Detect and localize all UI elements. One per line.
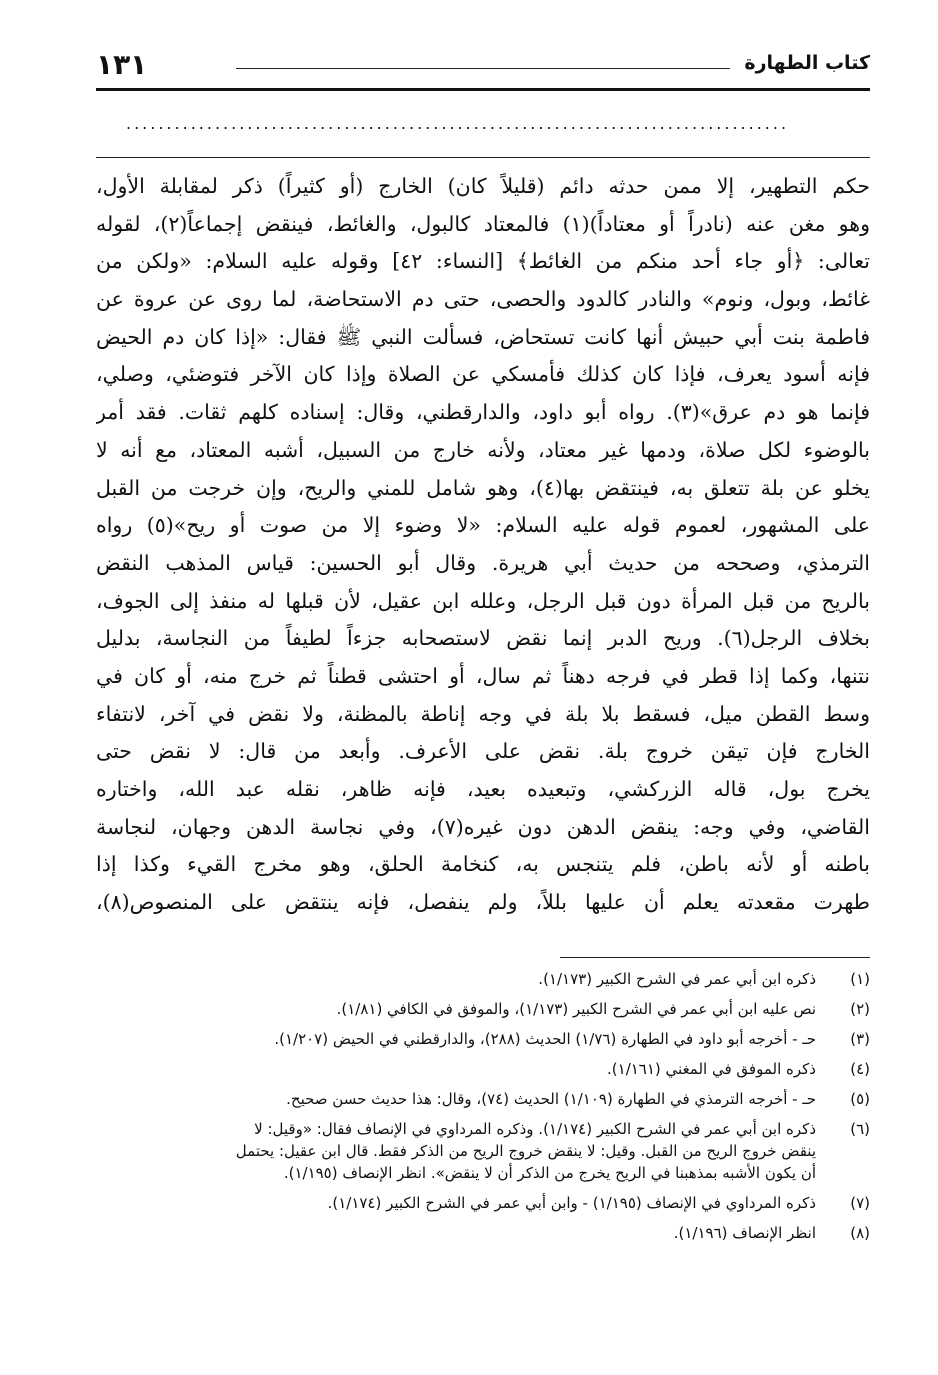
body-line: يخرج بول، قاله الزركشي، وتبعيده بعيد، فإنه ظاهر، نقله عبد الله، واختاره (96, 777, 870, 801)
footnote-text (96, 1222, 816, 1244)
footnote-line: نص عليه ابن أبي عمر في الشرح الكبير (١/١٧٣)، والموفق في الكافي (١/٨١). (336, 1000, 816, 1018)
body-line: حكم التطهير، إلا ممن حدثه دائم (قليلاً كان) الخارج (أو كثيراً) ذكر لمقابلة الأول، (96, 174, 870, 198)
body-line: باطنه أو لأنه باطن، فلم يتنجس به، كنخامة الحلق، وهو مخرج القيء وكذا إذا (96, 852, 870, 877)
footnote-item (96, 968, 870, 990)
footnote-item (96, 1028, 870, 1050)
dotted-line: .................................................................................. (126, 114, 790, 133)
footnote-number: (٦) (850, 1120, 870, 1138)
footnote-item (96, 1192, 870, 1214)
footnote-item (96, 1088, 870, 1110)
page-header (96, 48, 870, 88)
footnote-line: حـ - أخرجه أبو داود في الطهارة (١/٧٦) الحديث (٢٨٨)، والدارقطني في الحيض (١/٢٠٧). (274, 1030, 816, 1048)
footnote-text (96, 968, 816, 990)
footnote-number: (٥) (850, 1090, 870, 1108)
footnote-text (96, 1088, 816, 1110)
body-line: طهرت مقعدته يعلم أن عليها بللاً، ولم ينفصل، فإنه ينتقض على المنصوص(٨)، (96, 890, 870, 915)
footnote-number: (١) (850, 970, 870, 988)
body-line: بخلاف الرجل(٦). وريح الدبر إنما نقض لاستصحابه جزءاً لطيفاً من النجاسة، بدليل (96, 626, 870, 651)
header-rule-thick (96, 88, 870, 91)
body-line: وسط القطن ميل، فسقط بلا بلة في وجه إناطة بالمظنة، ولا نقض في آخر، لانتفاء (96, 701, 870, 726)
footnote-item (96, 1222, 870, 1244)
footnote-line: انظر الإنصاف (١/١٩٦). (673, 1224, 816, 1242)
body-line: نتنها، وكما إذا قطر في فرجه دهناً ثم سال، أو احتشى قطناً ثم خرج منه، أو كان في (96, 663, 870, 688)
page-number: ١٣١ (96, 48, 148, 81)
footnote-number: (٢) (850, 1000, 870, 1018)
footnotes (96, 968, 870, 1252)
footnote-number: (٤) (850, 1060, 870, 1078)
footnote-line: ذكره ابن أبي عمر في الشرح الكبير (١/١٧٣). (538, 970, 816, 988)
body-line: فإنما هو دم عرق»(٣). رواه أبو داود، والدارقطني، وقال: إسناده كلهم ثقات. فقد أمر (96, 400, 870, 425)
footnote-text (96, 1028, 816, 1050)
body-line: القاضي، وفي وجه: ينقض الدهن دون غيره(٧)، وفي نجاسة الدهن وجهان، لنجاسة (96, 814, 870, 839)
footnote-text (96, 1192, 816, 1214)
body-line: بالريح من قبل المرأة دون قبل الرجل، وعلله ابن عقيل، لأن قبلها له منفذ إلى الجوف، (96, 588, 870, 613)
footnote-line: ذكره المرداوي في الإنصاف (١/١٩٥) - وابن أبي عمر في الشرح الكبير (١/١٧٤). (327, 1194, 816, 1212)
page-title: كتاب الطهارة (744, 52, 870, 74)
body-line: الخارج فإن تيقن خروج بلة. نقض على الأعرف. وأبعد من قال: لا نقض حتى (96, 739, 870, 764)
footnote-separator (560, 957, 870, 958)
body-line: بالوضوء لكل صلاة، ودمها غير معتاد، ولأنه خارج من السبيل، أشبه المعتاد، مع أنه لا (96, 437, 870, 462)
footnote-item (96, 1058, 870, 1080)
footnote-line: أن يكون الأشبه بمذهبنا في الريح يخرج من الذكر أن لا ينقض». انظر الإنصاف (١/١٩٥). (283, 1164, 816, 1182)
footnote-line: ينقض خروج الريح من القبل. وقيل: لا ينقض خروج الريح من الذكر فقط. قال ابن عقيل: يحتمل (235, 1142, 816, 1160)
footnote-item (96, 1118, 870, 1184)
footnote-line: ذكره الموفق في المغني (١/١٦١). (607, 1060, 816, 1078)
footnote-number: (٨) (850, 1224, 870, 1242)
body-line: الترمذي، وصححه من حديث أبي هريرة. وقال أبو الحسين: قياس المذهب النقض (96, 550, 870, 575)
footnote-text (96, 1058, 816, 1080)
body-line: فإنه أسود يعرف، فإذا كان كذلك فأمسكي عن الصلاة وإذا كان الآخر فتوضئي، وصلي، (96, 362, 870, 387)
footnote-text (96, 998, 816, 1020)
footnote-number: (٧) (850, 1194, 870, 1212)
body-line: غائط، وبول، ونوم» والنادر كالدود والحصى، حتى دم الاستحاضة، لما روى عن عروة عن (96, 287, 870, 312)
body-line: يخلو عن بلة تتعلق به، فينتقض بها(٤)، وهو شامل للمني والريح، وإن خرجت من القبل (96, 475, 870, 500)
body-line: تعالى: ﴿أو جاء أحد منكم من الغائط﴾ [النساء: ٤٢] وقوله عليه السلام: «ولكن من (96, 249, 870, 274)
footnote-line: حـ - أخرجه الترمذي في الطهارة (١/١٠٩) الحديث (٧٤)، وقال: هذا حديث حسن صحيح. (286, 1090, 816, 1108)
top-separator (96, 157, 870, 158)
body-line: وهو مغن عنه (نادراً أو معتاداً)(١) فالمعتاد كالبول، والغائط، فينقض إجماعاً(٢)، لقوله (96, 211, 870, 236)
body-line: على المشهور، لعموم قوله عليه السلام: «لا وضوء إلا من صوت أو ريح»(٥) رواه (96, 513, 870, 538)
body-text (96, 168, 870, 922)
footnote-item (96, 998, 870, 1020)
body-line: فاطمة بنت أبي حبيش أنها كانت تستحاض، فسألت النبي ﷺ فقال: «إذا كان دم الحيض (96, 324, 870, 349)
footnote-line: ذكره ابن أبي عمر في الشرح الكبير (١/١٧٤). وذكره المرداوي في الإنصاف فقال: «وقيل: لا (254, 1120, 816, 1138)
footnote-number: (٣) (850, 1030, 870, 1048)
header-rule-thin (236, 68, 730, 69)
footnote-text (96, 1118, 816, 1184)
